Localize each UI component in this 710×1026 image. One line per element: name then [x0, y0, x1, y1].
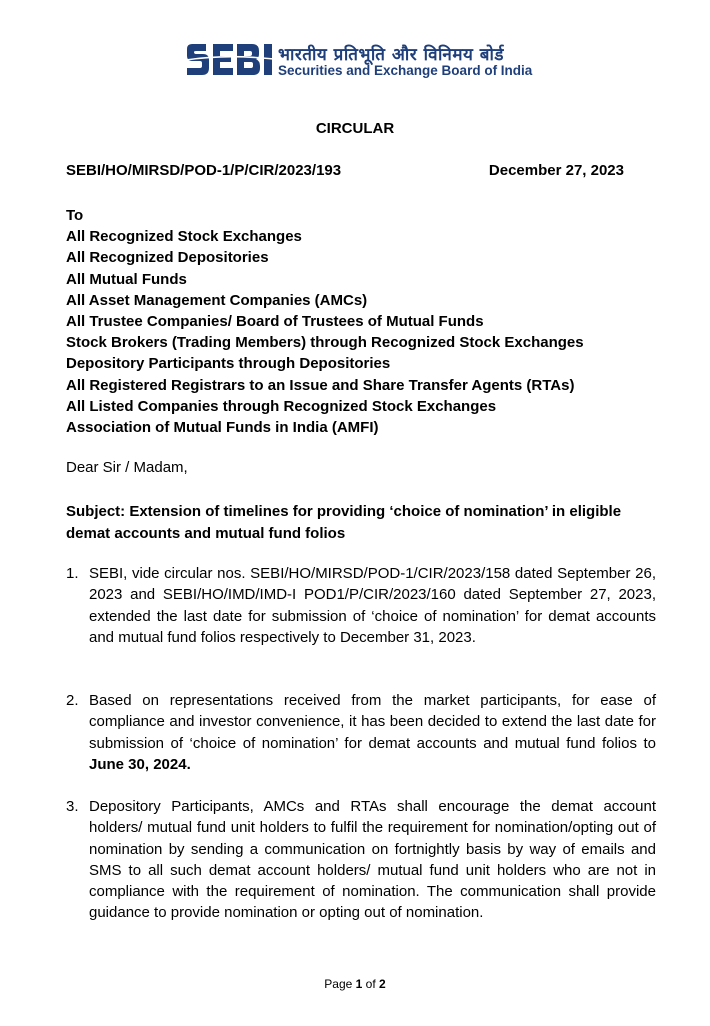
recipient-item: All Recognized Depositories: [66, 249, 269, 267]
page-number-footer: [0, 977, 710, 991]
recipients-block: [66, 205, 584, 438]
recipient-item: Association of Mutual Funds in India (AMFI): [66, 419, 379, 437]
to-label: To: [66, 207, 84, 224]
recipient-item: All Recognized Stock Exchanges: [66, 228, 302, 246]
org-name-english: Securities and Exchange Board of India: [278, 63, 533, 78]
circular-reference-number: SEBI/HO/MIRSD/POD-1/P/CIR/2023/193: [66, 162, 342, 179]
paragraph-number: 1.: [66, 565, 79, 582]
paragraph-3: [66, 796, 656, 924]
recipient-item: All Asset Management Companies (AMCs): [66, 291, 368, 309]
page-total: 2: [379, 977, 386, 991]
recipient-item: Stock Brokers (Trading Members) through Recognized Stock Exchanges: [66, 334, 584, 352]
paragraph-text: SEBI, vide circular nos. SEBI/HO/MIRSD/POD-1/CIR/2023/158 dated September 26, 2023 and SEBI/HO/IMD/IMD-I POD1/P/CIR/2023/160 dated September 27, 2023, extended the last date for submission of ‘choice of nomination’ for demat accounts and mutual fund folios respectively to December 31, 2023.: [89, 565, 656, 646]
paragraph-body: [89, 690, 656, 775]
paragraph-2: [66, 690, 656, 775]
subject-line: Subject: Extension of timelines for providing ‘choice of nomination’ in eligible demat accounts and mutual fund folios: [66, 503, 622, 542]
page-of: of: [365, 977, 376, 991]
sebi-logo: [186, 40, 546, 82]
circular-date: December 27, 2023: [488, 162, 624, 179]
deadline-date: June 30, 2024.: [89, 755, 191, 773]
page-prefix: Page: [324, 977, 353, 991]
paragraph-number: 3.: [66, 798, 79, 815]
recipient-item: All Mutual Funds: [66, 270, 187, 288]
paragraph-text: Based on representations received from the market participants, for ease of compliance and investor convenience, it has been decided to extend the last date for submission of ‘choice of nomination’ for demat accounts and mutual fund folios to: [89, 692, 656, 752]
paragraph-text: Depository Participants, AMCs and RTAs shall encourage the demat account holders/ mutual fund unit holders to fulfil the requirement for nomination/opting out of nomination by sending a communication on fortnightly basis by way of emails and SMS to all such demat account holders/ mutual fund unit holders who are not in compliance with the requirement of nomination. The communication shall provide guidance to provide nomination or opting out of nomination.: [89, 798, 656, 922]
recipient-item: All Listed Companies through Recognized Stock Exchanges: [66, 397, 497, 415]
sebi-logo-mark-icon: [186, 40, 274, 80]
document-title: CIRCULAR: [315, 120, 395, 137]
paragraph-1: [66, 563, 656, 648]
salutation: Dear Sir / Madam,: [66, 459, 188, 476]
org-name-hindi: भारतीय प्रतिभूति और विनिमय बोर्ड: [278, 45, 505, 65]
page-current: 1: [355, 977, 363, 991]
recipient-item: All Trustee Companies/ Board of Trustees of Mutual Funds: [66, 313, 484, 331]
paragraph-number: 2.: [66, 692, 79, 709]
recipient-item: Depository Participants through Depositories: [66, 355, 391, 373]
recipient-item: All Registered Registrars to an Issue and Share Transfer Agents (RTAs): [66, 376, 575, 394]
